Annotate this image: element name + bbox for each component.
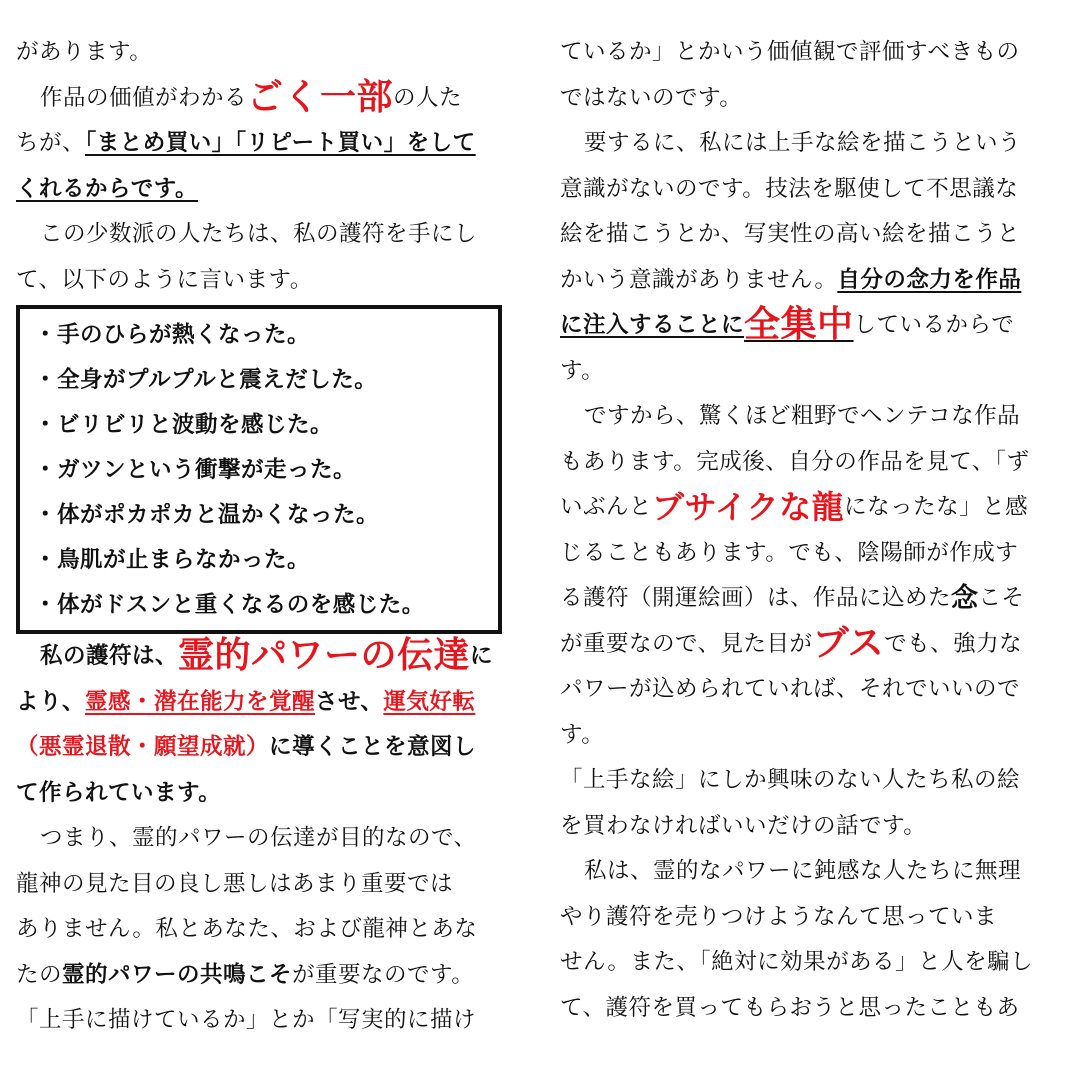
text-line [560,76,1066,122]
text-line [16,121,524,167]
emphasis-text: 運気好転 [383,688,476,715]
left-column [16,30,524,1044]
text-line [560,849,1066,895]
line-text: を買わなければいいだけの話です。 [560,812,927,839]
emphasis-text: ブサイクな龍 [652,488,845,526]
line-text: る護符（開運絵画）は、作品に込めた [560,585,952,611]
text-line [560,940,1066,986]
text-line [560,349,1066,395]
emphasis-text: 霊的パワーの共鳴こそ [62,961,293,988]
emphasis-text: 念 [951,583,979,614]
text-line [16,212,524,258]
list-item: ・手のひらが熱くなった。 [34,322,311,348]
text-line [560,167,1066,213]
line-text: かいう意識がありません。 [560,266,838,293]
list-item: ・鳥肌が止まらなかった。 [34,547,311,573]
text-line [16,167,524,213]
underlined-text: 自分の念力を作品 [837,266,1022,293]
emphasis-text: 全集中 [744,304,854,345]
list-item: ・ビリビリと波動を感じた。 [34,412,334,438]
line-text: があります。 [16,39,153,65]
line-text: に導くことを意図し [269,734,477,760]
line-text: この少数派の人たちは、私の護符を手にし [40,221,478,247]
line-text: 私は、霊的なパワーに鈍感な人たちに無理 [584,858,1022,884]
text-line [16,998,524,1044]
line-text: いぶんと [560,494,653,520]
line-text: ではないのです。 [560,84,743,111]
list-item: ・体がドスンと重くなるのを感じた。 [34,592,425,618]
line-text: せん。また、「絶対に効果がある」と人を騙し [560,949,1034,975]
line-text: やり護符を売りつけようなんて思っていま [560,903,998,930]
text-line [560,713,1066,759]
line-text: 「上手な絵」にしか興味のない人たち私の絵 [560,767,1021,793]
line-text: ているか」とかいう価値観で評価すべきもの [560,39,1020,65]
line-text: に [470,643,494,669]
emphasis-text: ブス [812,622,885,664]
text-line [560,986,1066,1032]
line-text: つまり、霊的パワーの伝達が目的なので、 [40,825,477,851]
text-line [16,680,524,726]
line-text: ですから、驚くほど粗野でヘンテコな作品 [584,403,1021,429]
line-text: させ、 [315,688,384,715]
text-line [16,771,524,817]
underlined-text: に注入することに [560,312,745,338]
list-item: ・全身がプルプルと震えだした。 [34,367,378,393]
list-item: ・体がポカポカと温かくなった。 [34,502,380,528]
text-line [16,76,524,122]
underlined-text: くれるからです。 [16,175,198,202]
emphasis-text: ごく一部 [247,76,394,118]
line-text: もあります。完成後、自分の作品を見て、「ず [560,448,1030,475]
testimonial-box [16,305,502,634]
text-line [560,121,1066,167]
emphasis-text: 霊的パワーの伝達 [178,635,471,676]
text-line [560,622,1066,668]
line-text: ありません。私とあなた、および龍神とあな [16,916,478,942]
line-text: たの [16,961,63,988]
line-text: て、以下のように言います。 [16,266,313,293]
text-line [16,816,524,862]
text-line [560,531,1066,577]
text-line [16,30,524,76]
right-column [560,30,1066,1031]
text-line [560,212,1066,258]
list-item: ・ガツンという衝撃が走った。 [34,457,357,483]
line-text: より、 [16,688,86,715]
text-line [560,485,1066,531]
line-text: 作品の価値がわかる [40,84,248,111]
text-line [560,758,1066,804]
text-line [16,258,524,304]
line-text: でも、強力な [884,630,1023,657]
text-line [560,258,1066,304]
line-text: 絵を描こうとか、写実性の高い絵を描こうと [560,221,1021,247]
line-text: になったな」と感 [844,494,1029,520]
text-line [16,634,524,680]
line-text: じることもあります。でも、陰陽師が作成す [560,539,1019,566]
line-text: 意識がないのです。技法を駆使して不思議な [560,175,1019,202]
line-text: 「上手に描けているか」とか「写実的に描け [16,1007,477,1033]
text-line [560,667,1066,713]
line-text: す。 [560,357,605,384]
text-line [16,907,524,953]
text-line [560,895,1066,941]
line-text: が重要なので、見た目が [560,630,813,657]
line-text: 私の護符は、 [40,643,179,669]
text-line [560,394,1066,440]
text-line [560,30,1066,76]
line-text: 要するに、私には上手な絵を描こうという [584,130,1022,156]
line-text: こそ [978,585,1025,611]
line-text: の人た [393,84,463,111]
emphasis-text: （悪霊退散・願望成就） [16,734,270,760]
text-line [560,440,1066,486]
emphasis-text: 霊感・潜在能力を覚醒 [85,688,316,715]
text-line [16,862,524,908]
text-line [560,804,1066,850]
text-line [16,725,524,771]
text-line [16,953,524,999]
line-text: 龍神の見た目の良し悪しはあまり重要では [16,870,454,897]
line-text: パワーが込められていれば、それでいいので [560,676,1021,702]
line-text: て作られています。 [16,779,222,806]
text-line [560,576,1066,622]
line-text: て、護符を買ってもらおうと思ったこともあ [560,994,1020,1021]
text-line [560,303,1066,349]
underlined-text: 「まとめ買い」「リピート買い」をして [85,130,476,156]
line-text: が重要なのです。 [292,961,475,988]
line-text: しているからで [853,312,1015,338]
line-text: ちが、 [16,130,86,156]
line-text: す。 [560,721,605,748]
